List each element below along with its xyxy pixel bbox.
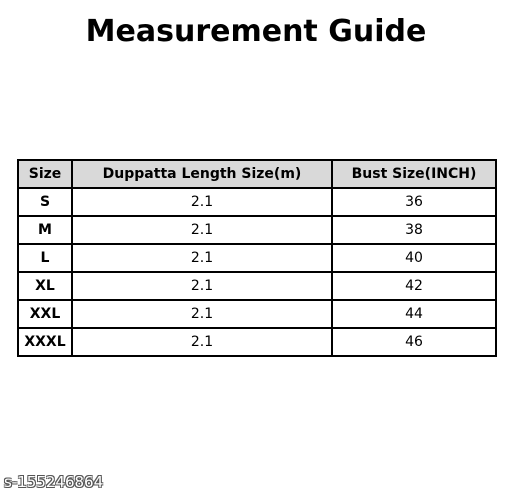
table-row — [18, 244, 496, 272]
measurement-table — [17, 159, 497, 357]
length-cell: 2.1 — [72, 216, 332, 244]
table-row — [18, 328, 496, 356]
length-cell: 2.1 — [72, 188, 332, 216]
header-size: Size — [18, 160, 72, 188]
size-cell: M — [18, 216, 72, 244]
bust-cell: 42 — [332, 272, 496, 300]
page-title: Measurement Guide — [85, 14, 427, 49]
header-duppatta-length: Duppatta Length Size(m) — [72, 160, 332, 188]
bust-cell: 38 — [332, 216, 496, 244]
header-bust-size: Bust Size(INCH) — [332, 160, 496, 188]
size-cell: XL — [18, 272, 72, 300]
bust-cell: 40 — [332, 244, 496, 272]
table-row — [18, 300, 496, 328]
size-cell: XXXL — [18, 328, 72, 356]
length-cell: 2.1 — [72, 300, 332, 328]
length-cell: 2.1 — [72, 244, 332, 272]
length-cell: 2.1 — [72, 328, 332, 356]
bust-cell: 44 — [332, 300, 496, 328]
bust-cell: 36 — [332, 188, 496, 216]
table-row — [18, 272, 496, 300]
watermark-id: s-155246864 — [4, 473, 104, 491]
size-cell: XXL — [18, 300, 72, 328]
table-row — [18, 188, 496, 216]
bust-cell: 46 — [332, 328, 496, 356]
size-cell: S — [18, 188, 72, 216]
size-cell: L — [18, 244, 72, 272]
length-cell: 2.1 — [72, 272, 332, 300]
table-header-row — [18, 160, 496, 188]
table-row — [18, 216, 496, 244]
